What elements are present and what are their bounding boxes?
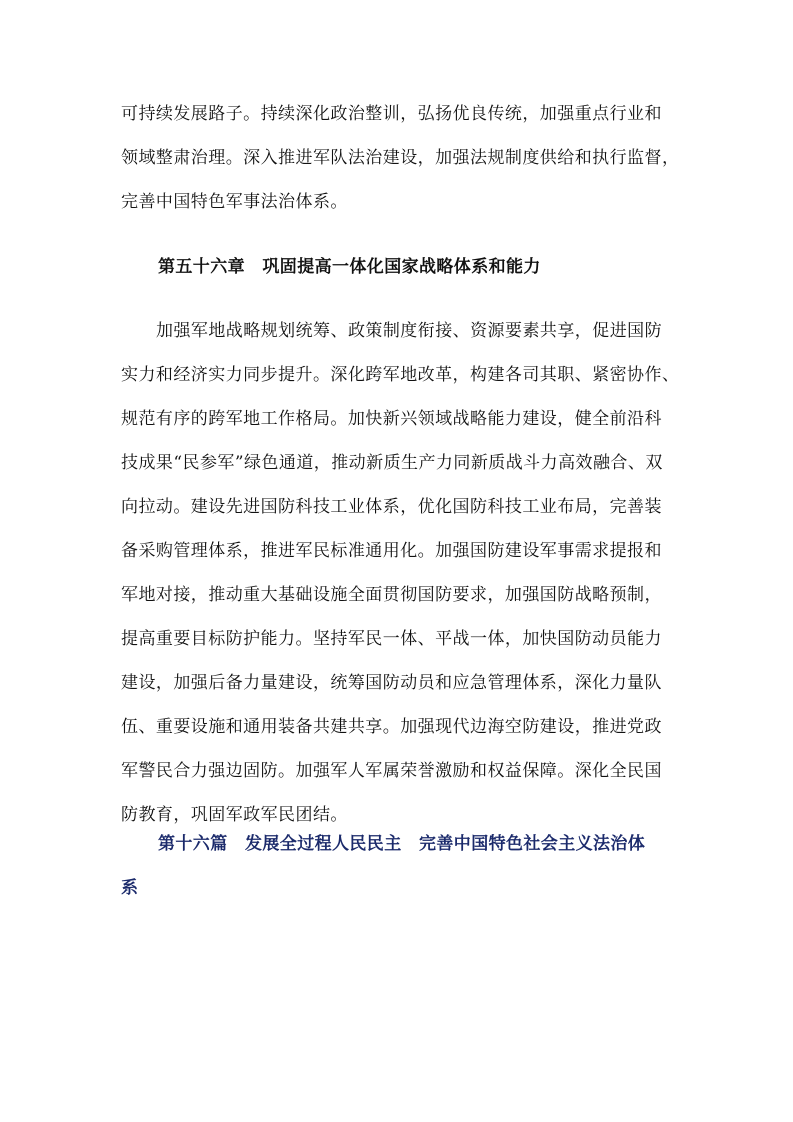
part-heading-line-2: 系 xyxy=(121,878,139,898)
paragraph-1-line-1: 可持续发展路子。持续深化政治整训，弘扬优良传统，加强重点行业和 xyxy=(121,104,662,124)
paragraph-2-line-10: 伍、重要设施和通用装备共建共享。加强现代边海空防建设，推进党政 xyxy=(121,717,662,737)
paragraph-2-line-3: 规范有序的跨军地工作格局。加快新兴领域战略能力建设，健全前沿科 xyxy=(121,409,662,429)
paragraph-2-line-8: 提高重要目标防护能力。坚持军民一体、平战一体，加快国防动员能力 xyxy=(121,629,662,649)
paragraph-2-line-2: 实力和经济实力同步提升。深化跨军地改革，构建各司其职、紧密协作、 xyxy=(121,365,680,385)
paragraph-2-line-5: 向拉动。建设先进国防科技工业体系，优化国防科技工业布局，完善装 xyxy=(121,497,662,517)
chapter-heading: 第五十六章 巩固提高一体化国家战略体系和能力 xyxy=(158,257,541,277)
paragraph-2-line-6: 备采购管理体系，推进军民标准通用化。加强国防建设军事需求提报和 xyxy=(121,541,662,561)
paragraph-2-line-1: 加强军地战略规划统筹、政策制度衔接、资源要素共享，促进国防 xyxy=(156,321,663,341)
paragraph-2-line-11: 军警民合力强边固防。加强军人军属荣誉激励和权益保障。深化全民国 xyxy=(121,761,662,781)
paragraph-2-line-9: 建设，加强后备力量建设，统筹国防动员和应急管理体系，深化力量队 xyxy=(121,673,662,693)
paragraph-2-line-4: 技成果“民参军”绿色通道，推动新质生产力同新质战斗力高效融合、双 xyxy=(121,453,663,473)
paragraph-2-line-7: 军地对接，推动重大基础设施全面贯彻国防要求，加强国防战略预制， xyxy=(121,585,662,605)
paragraph-2-line-12: 防教育，巩固军政军民团结。 xyxy=(121,805,348,825)
paragraph-1-line-2: 领域整肃治理。深入推进军队法治建设，加强法规制度供给和执行监督， xyxy=(121,148,680,168)
part-heading-line-1: 第十六篇 发展全过程人民民主 完善中国特色社会主义法治体 xyxy=(158,834,646,854)
paragraph-1-line-3: 完善中国特色军事法治体系。 xyxy=(121,192,348,212)
